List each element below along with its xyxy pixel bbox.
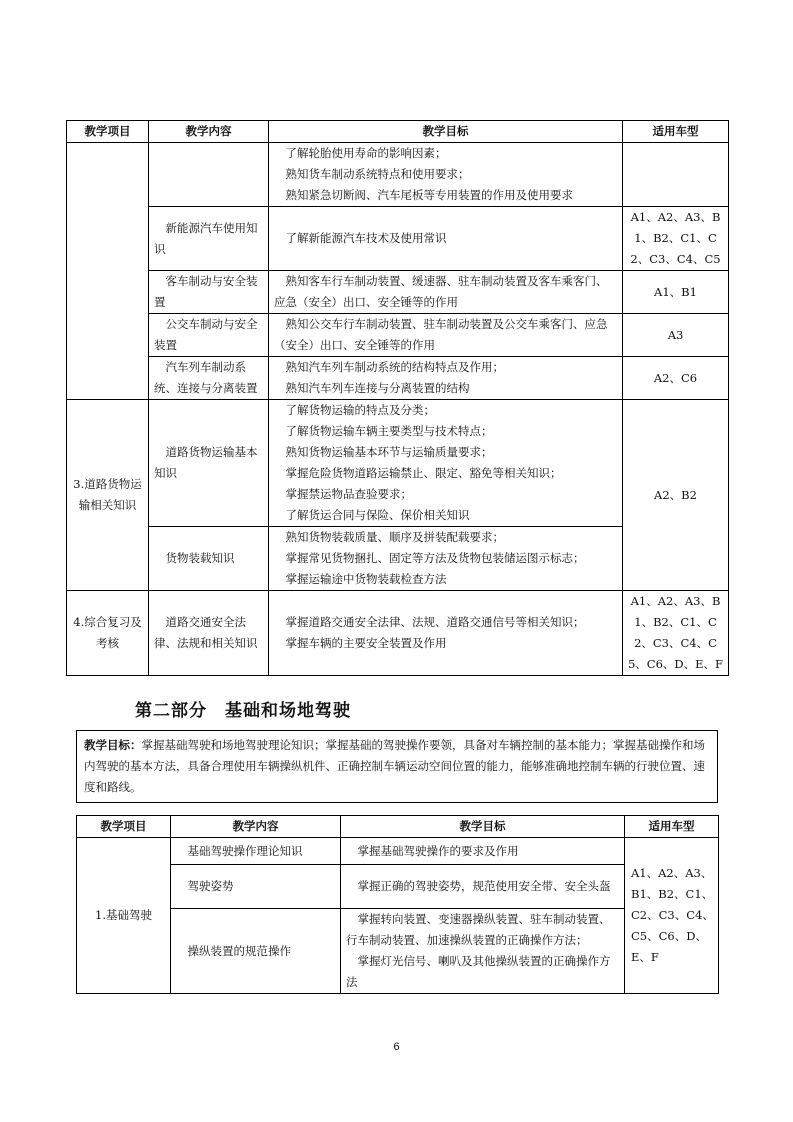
table-row (67, 314, 729, 357)
goal-cell: 了解货物运输的特点及分类； 了解货物运输车辆主要类型与技术特点； 熟知货物运输基本环节与运输质量要求； 掌握危险货物道路运输禁止、限定、豁免等相关知识； 掌握禁运物品查验要求； 了解货运合同与保险、保价相关知识 (269, 400, 623, 527)
goal-cell: 掌握基础驾驶操作的要求及作用 (341, 838, 625, 865)
teaching-goal-box (76, 730, 718, 803)
goal-cell: 熟知汽车列车制动系统的结构特点及作用； 熟知汽车列车连接与分离装置的结构 (269, 357, 623, 400)
goal-cell: 熟知货物装载质量、顺序及拼装配载要求； 掌握常见货物捆扎、固定等方法及货物包装储运图示标志； 掌握运输途中货物装载检查方法 (269, 527, 623, 591)
item-cell: 4.综合复习及考核 (67, 591, 149, 676)
content-cell: 道路货物运输基本知识 (149, 400, 269, 527)
vehicle-type-cell: A1、B1 (623, 271, 729, 314)
table-row (67, 591, 729, 676)
content-cell: 货物装载知识 (149, 527, 269, 591)
table-row (67, 271, 729, 314)
item-cell-empty (67, 143, 149, 400)
content-cell: 公交车制动与安全装置 (149, 314, 269, 357)
table-header-row (77, 816, 719, 838)
header-goal: 教学目标 (341, 816, 625, 838)
table-header-row (67, 121, 729, 143)
page-number: 6 (393, 1041, 400, 1053)
content-cell: 基础驾驶操作理论知识 (171, 838, 341, 865)
goal-cell: 掌握道路交通安全法律、法规、道路交通信号等相关知识； 掌握车辆的主要安全装置及作用 (269, 591, 623, 676)
vehicle-type-cell: A2、B2 (623, 400, 729, 591)
course-table-2 (76, 815, 719, 994)
table-row (77, 838, 719, 865)
content-cell: 汽车列车制动系统、连接与分离装置 (149, 357, 269, 400)
table-row (77, 865, 719, 909)
content-cell: 客车制动与安全装置 (149, 271, 269, 314)
table-row (77, 909, 719, 994)
header-vehicle-type: 适用车型 (623, 121, 729, 143)
item-cell: 1.基础驾驶 (77, 838, 171, 994)
content-cell: 驾驶姿势 (171, 865, 341, 909)
vehicle-type-cell: A1、A2、A3、B1、B2、C1、C2、C3、C4、C5 (623, 207, 729, 271)
table-row (67, 207, 729, 271)
header-vehicle-type: 适用车型 (625, 816, 719, 838)
goal-cell: 了解新能源汽车技术及使用常识 (269, 207, 623, 271)
table-row (67, 357, 729, 400)
header-item: 教学项目 (67, 121, 149, 143)
goal-text: 掌握基础驾驶和场地驾驶理论知识；掌握基础的驾驶操作要领，具备对车辆控制的基本能力；掌握基础操作和场内驾驶的基本方法，具备合理使用车辆操纵机件、正确控制车辆运动空间位置的能力，能够准确地控制车辆的行驶位置、速度和路线。 (84, 738, 705, 794)
goal-cell: 了解轮胎使用寿命的影响因素； 熟知货车制动系统特点和使用要求； 熟知紧急切断阀、汽车尾板等专用装置的作用及使用要求 (269, 143, 623, 207)
table-row (67, 400, 729, 527)
header-goal: 教学目标 (269, 121, 623, 143)
content-cell-empty (149, 143, 269, 207)
vehicle-type-cell-empty (623, 143, 729, 207)
item-cell: 3.道路货物运输相关知识 (67, 400, 149, 591)
content-cell: 道路交通安全法律、法规和相关知识 (149, 591, 269, 676)
header-content: 教学内容 (149, 121, 269, 143)
goal-cell: 掌握转向装置、变速器操纵装置、驻车制动装置、行车制动装置、加速操纵装置的正确操作方法； 掌握灯光信号、喇叭及其他操纵装置的正确操作方法 (341, 909, 625, 994)
course-table-1 (66, 120, 729, 676)
goal-cell: 掌握正确的驾驶姿势，规范使用安全带、安全头盔 (341, 865, 625, 909)
goal-label: 教学目标： (84, 738, 142, 752)
header-content: 教学内容 (171, 816, 341, 838)
header-item: 教学项目 (77, 816, 171, 838)
goal-cell: 熟知公交车行车制动装置、驻车制动装置及公交车乘客门、应急（安全）出口、安全锤等的作用 (269, 314, 623, 357)
vehicle-type-cell: A1、A2、A3、B1、B2、C1、C2、C3、C4、C5、C6、D、E、F (623, 591, 729, 676)
content-cell: 操纵装置的规范操作 (171, 909, 341, 994)
content-cell: 新能源汽车使用知识 (149, 207, 269, 271)
section-title: 第二部分 基础和场地驾驶 (135, 701, 351, 721)
vehicle-type-cell: A3 (623, 314, 729, 357)
vehicle-type-cell: A2、C6 (623, 357, 729, 400)
vehicle-type-cell: A1、A2、A3、B1、B2、C1、C2、C3、C4、C5、C6、D、E、F (625, 838, 719, 994)
table-row (67, 143, 729, 207)
goal-cell: 熟知客车行车制动装置、缓速器、驻车制动装置及客车乘客门、应急（安全）出口、安全锤等的作用 (269, 271, 623, 314)
